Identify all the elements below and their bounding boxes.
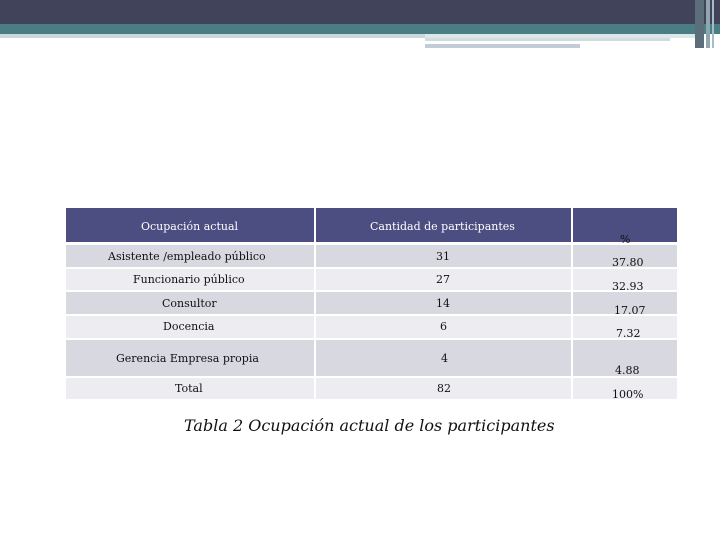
accent-line-decoration xyxy=(425,44,580,48)
cell-percent: 17.07 xyxy=(614,304,646,317)
table-cell xyxy=(316,378,571,399)
cell-cantidad: 82 xyxy=(437,382,451,395)
cell-ocupacion: Funcionario público xyxy=(133,273,245,286)
table-row xyxy=(66,292,314,314)
cell-cantidad: 31 xyxy=(436,250,450,263)
corner-bar-decoration xyxy=(712,0,714,48)
table-cell xyxy=(316,269,571,290)
table-cell xyxy=(316,316,571,338)
cell-ocupacion: Asistente /empleado público xyxy=(108,250,266,263)
cell-ocupacion: Gerencia Empresa propia xyxy=(116,352,259,365)
table-cell xyxy=(316,245,571,267)
cell-percent: 100% xyxy=(612,388,644,401)
header-cell-cantidad xyxy=(316,208,571,242)
corner-bar-decoration xyxy=(695,0,704,48)
header-label: Cantidad de participantes xyxy=(370,220,515,233)
cell-percent: 4.88 xyxy=(615,364,640,377)
table-row xyxy=(66,269,314,290)
table-row xyxy=(66,316,314,338)
header-label: Ocupación actual xyxy=(141,220,239,233)
table-row-total xyxy=(66,378,314,399)
cell-cantidad: 14 xyxy=(436,297,450,310)
table-row xyxy=(66,340,314,376)
accent-bar-decoration xyxy=(0,24,720,34)
cell-percent: 32.93 xyxy=(612,280,644,293)
header-cell-ocupacion xyxy=(66,208,314,242)
cell-percent: 37.80 xyxy=(612,256,644,269)
table-caption: Tabla 2 Ocupación actual de los participantes xyxy=(184,416,555,435)
corner-bar-decoration xyxy=(706,0,710,48)
accent-line-decoration xyxy=(0,34,425,38)
table-cell xyxy=(316,292,571,314)
accent-line-decoration xyxy=(425,38,670,41)
header-label-percent: % xyxy=(620,233,631,246)
cell-cantidad: 6 xyxy=(440,320,447,333)
cell-percent: 7.32 xyxy=(616,327,641,340)
cell-cantidad: 4 xyxy=(441,352,448,365)
cell-ocupacion: Total xyxy=(175,382,203,395)
title-bar-decoration xyxy=(0,0,720,24)
cell-cantidad: 27 xyxy=(436,273,450,286)
table-row xyxy=(66,245,314,267)
cell-ocupacion: Docencia xyxy=(163,320,215,333)
table-cell xyxy=(316,340,571,376)
cell-ocupacion: Consultor xyxy=(162,297,217,310)
